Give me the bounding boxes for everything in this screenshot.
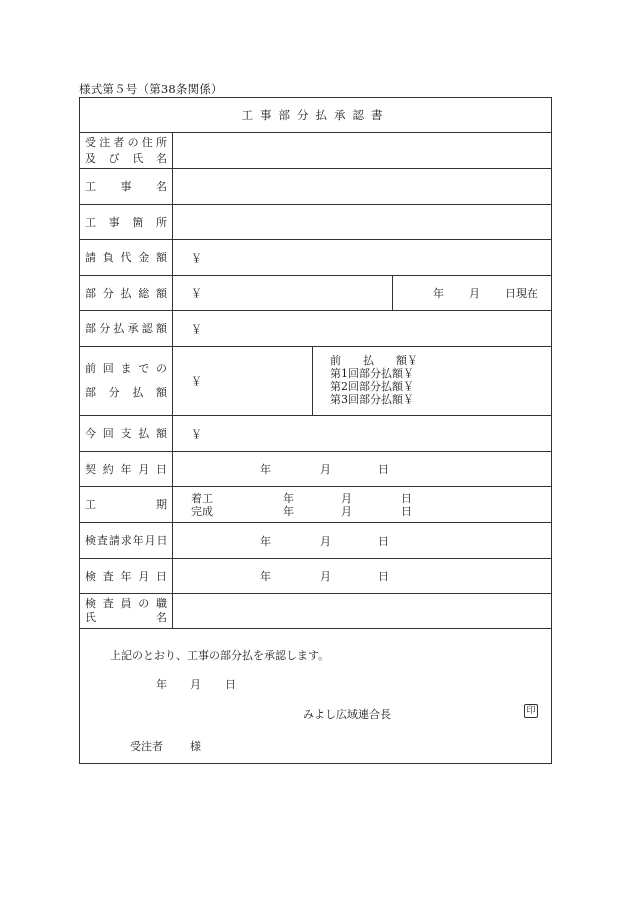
end-year: 年 [283, 505, 294, 518]
inspection-year: 年 [260, 570, 271, 583]
label-inspection-request: 検査請求年月日 [85, 534, 167, 547]
breakdown-2: 第2回部分払額￥ [330, 380, 414, 393]
period-start: 着工 [191, 492, 213, 505]
row-partial-total [80, 276, 551, 311]
label-contract-date: 契約年月日 [85, 462, 167, 476]
row-contract-amount [80, 240, 551, 276]
row-current-payment [80, 416, 551, 452]
request-year: 年 [260, 534, 271, 548]
row-period [80, 487, 551, 523]
period-dates [191, 492, 451, 520]
label-partial-total: 部分払総額 [85, 286, 167, 300]
recipient-label: 受注者 [130, 740, 163, 753]
label-work-name: 工事名 [85, 180, 167, 193]
approval-month: 月 [190, 678, 201, 691]
yen-contract-amount: ￥ [191, 251, 202, 265]
row-inspection-request [80, 523, 551, 559]
label-contractor-2: 及び氏名 [85, 151, 167, 165]
label-inspector-2: 氏名 [85, 611, 167, 624]
label-inspector-1: 検査員の職 [85, 597, 167, 610]
start-month: 月 [341, 492, 352, 505]
contract-day: 日 [378, 463, 389, 476]
approval-day: 日 [225, 678, 236, 691]
row-contract-date [80, 452, 551, 487]
recipient-honorific: 様 [190, 740, 201, 753]
contract-year: 年 [260, 463, 271, 476]
row-inspection-date [80, 559, 551, 594]
label-period: 工期 [85, 498, 167, 511]
label-inspection-date: 検査年月日 [85, 569, 167, 583]
breakdown-advance: 前 払 額￥ [330, 354, 418, 367]
approval-year: 年 [156, 678, 167, 691]
divider [392, 276, 393, 310]
row-inspector [80, 594, 551, 629]
yen-partial-approved: ￥ [191, 322, 202, 336]
label-work-place: 工事箇所 [85, 215, 167, 229]
label-current-payment: 今回支払額 [85, 427, 167, 440]
yen-partial-total: ￥ [191, 287, 202, 300]
label-prev-2: 部分払額 [85, 386, 167, 399]
approver: みよし広域連合長 [303, 708, 391, 721]
prev-breakdown [330, 354, 418, 406]
label-contractor-1: 受注者の住所 [85, 135, 167, 149]
form-title: 工事部分払承認書 [80, 98, 551, 133]
row-partial-approved [80, 311, 551, 347]
row-work-place [80, 205, 551, 240]
as-of-year: 年 [433, 287, 444, 300]
approval-form [79, 97, 552, 764]
form-number: 様式第５号（第38条関係） [79, 82, 223, 96]
label-prev-1: 前回までの [85, 362, 167, 375]
end-day: 日 [401, 505, 412, 518]
breakdown-3: 第3回部分払額￥ [330, 393, 414, 406]
row-work-name [80, 169, 551, 205]
request-month: 月 [320, 534, 331, 548]
inspection-day: 日 [378, 570, 389, 583]
yen-current: ￥ [191, 427, 202, 441]
request-day: 日 [378, 534, 389, 548]
breakdown-1: 第1回部分払額￥ [330, 367, 414, 380]
as-of-day: 日現在 [505, 287, 538, 300]
label-contract-amount: 請負代金額 [85, 251, 167, 264]
as-of-month: 月 [469, 287, 480, 300]
row-previous-payments [80, 347, 551, 416]
approval-statement: 上記のとおり、工事の部分払を承認します。 [110, 649, 330, 662]
label-partial-approved: 部分払承認額 [85, 322, 167, 335]
seal-mark: 印 [524, 704, 538, 718]
contract-month: 月 [320, 463, 331, 476]
yen-previous: ￥ [191, 375, 202, 388]
start-year: 年 [283, 492, 294, 505]
start-day: 日 [401, 492, 412, 505]
end-month: 月 [341, 505, 352, 518]
inspection-month: 月 [320, 570, 331, 583]
period-end: 完成 [191, 505, 213, 518]
row-contractor [80, 133, 551, 169]
divider [312, 347, 313, 415]
